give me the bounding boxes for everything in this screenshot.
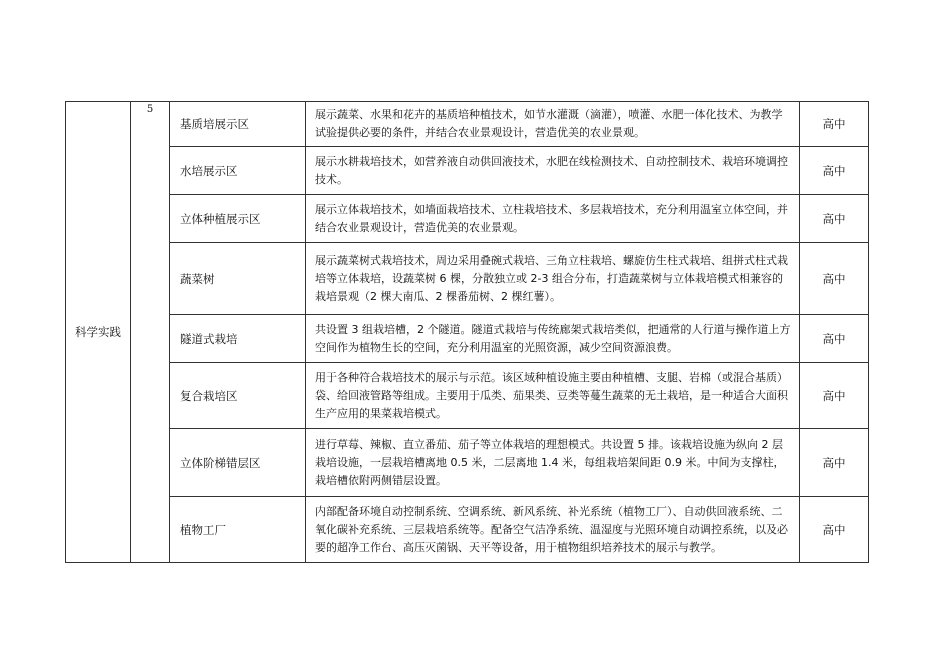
description-cell: 进行草莓、辣椒、直立番茄、茄子等立体栽培的理想模式。共设置 5 排。该栽培设施为纵向 2 层栽培设施，一层栽培槽离地 0.5 米，二层离地 1.4 米，每组栽培架间距 0.9 米。中间为支撑柱，栽培槽依附两侧错层设置。 <box>306 429 800 497</box>
curriculum-table <box>65 101 869 563</box>
level-cell: 高中 <box>800 147 869 195</box>
area-cell: 水培展示区 <box>170 147 306 195</box>
level-cell: 高中 <box>800 243 869 315</box>
table-row <box>66 102 869 147</box>
table-row <box>66 147 869 195</box>
table-row <box>66 195 869 243</box>
description-cell: 展示水耕栽培技术，如营养液自动供回液技术，水肥在线检测技术、自动控制技术、栽培环境调控技术。 <box>306 147 800 195</box>
description-cell: 内部配备环境自动控制系统、空调系统、新风系统、补光系统（植物工厂）、自动供回液系统、二氧化碳补充系统、三层栽培系统等。配备空气洁净系统、温湿度与光照环境自动调控系统，以及必要的超净工作台、高压灭菌锅、天平等设备，用于植物组织培养技术的展示与教学。 <box>306 497 800 563</box>
category-cell: 科学实践 <box>66 102 131 563</box>
area-cell: 隧道式栽培 <box>170 315 306 363</box>
area-cell: 基质培展示区 <box>170 102 306 147</box>
number-cell: 5 <box>131 102 170 563</box>
description-cell: 展示蔬菜、水果和花卉的基质培种植技术，如节水灌溉（滴灌），喷灌、水肥一体化技术、为教学试验提供必要的条件，并结合农业景观设计，营造优美的农业景观。 <box>306 102 800 147</box>
level-cell: 高中 <box>800 102 869 147</box>
area-cell: 蔬菜树 <box>170 243 306 315</box>
table-row <box>66 429 869 497</box>
table-row <box>66 497 869 563</box>
table-row <box>66 363 869 429</box>
table-row <box>66 315 869 363</box>
level-cell: 高中 <box>800 315 869 363</box>
description-cell: 展示蔬菜树式栽培技术，周边采用叠碗式栽培、三角立柱栽培、螺旋仿生柱式栽培、组拼式柱式栽培等立体栽培，设蔬菜树 6 棵，分散独立或 2-3 组合分布，打造蔬菜树与立体栽培模式相兼容的栽培景观（2 棵大南瓜、2 棵番茄树、2 棵红薯）。 <box>306 243 800 315</box>
table-row <box>66 243 869 315</box>
description-cell: 共设置 3 组栽培槽，2 个隧道。隧道式栽培与传统廊架式栽培类似，把通常的人行道与操作道上方空间作为植物生长的空间，充分利用温室的光照资源，减少空间资源浪费。 <box>306 315 800 363</box>
level-cell: 高中 <box>800 195 869 243</box>
description-cell: 用于各种符合栽培技术的展示与示范。该区域种植设施主要由种植槽、支腿、岩棉（或混合基质）袋、给回液管路等组成。主要用于瓜类、茄果类、豆类等蔓生蔬菜的无土栽培，是一种适合大面积生产应用的果菜栽培模式。 <box>306 363 800 429</box>
area-cell: 立体阶梯错层区 <box>170 429 306 497</box>
level-cell: 高中 <box>800 429 869 497</box>
area-cell: 立体种植展示区 <box>170 195 306 243</box>
description-cell: 展示立体栽培技术，如墙面栽培技术、立柱栽培技术、多层栽培技术，充分利用温室立体空间，并结合农业景观设计，营造优美的农业景观。 <box>306 195 800 243</box>
area-cell: 复合栽培区 <box>170 363 306 429</box>
area-cell: 植物工厂 <box>170 497 306 563</box>
level-cell: 高中 <box>800 363 869 429</box>
level-cell: 高中 <box>800 497 869 563</box>
